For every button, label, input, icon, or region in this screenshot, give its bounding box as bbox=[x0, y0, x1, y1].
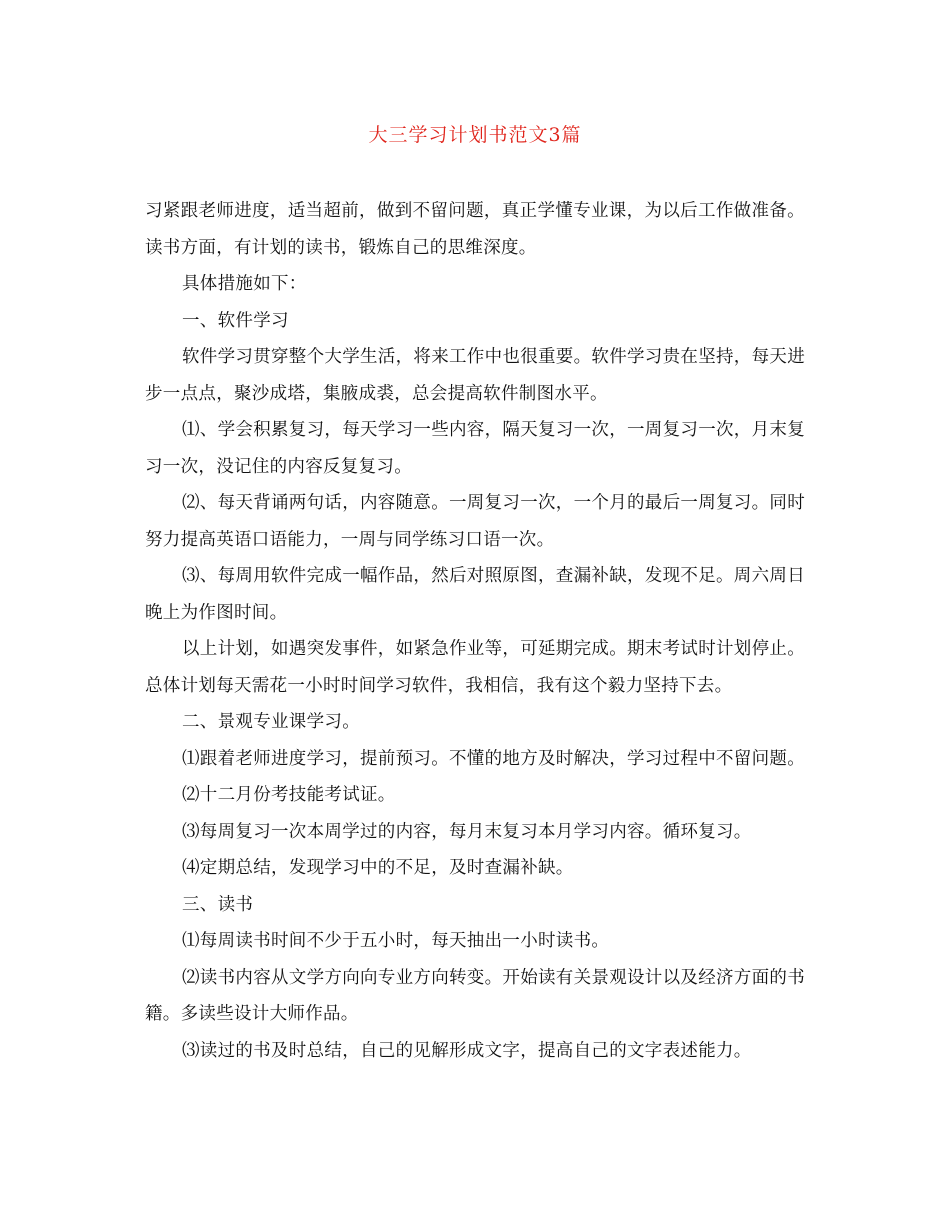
document-title: 大三学习计划书范文3篇 bbox=[368, 124, 582, 146]
list-item: ⑶每周复习一次本周学过的内容，每月末复习本月学习内容。循环复习。 bbox=[182, 821, 752, 842]
list-item: ⑵、每天背诵两句话，内容随意。一周复习一次，一个月的最后一周复习。同时努力提高英语口语能力，一周与同学练习口语一次。 bbox=[145, 493, 805, 550]
section-heading: 三、读书 bbox=[182, 894, 254, 915]
list-item: ⑵十二月份考技能考试证。 bbox=[182, 785, 396, 805]
section-heading: 一、软件学习 bbox=[182, 310, 289, 331]
list-item: ⑶、每周用软件完成一幅作品，然后对照原图，查漏补缺，发现不足。周六周日晚上为作图时间。 bbox=[145, 566, 805, 623]
paragraph: 习紧跟老师进度，适当超前，做到不留问题，真正学懂专业课，为以后工作做准备。读书方面，有计划的读书，锻炼自己的思维深度。 bbox=[145, 201, 805, 258]
document-body bbox=[145, 193, 805, 1069]
paragraph: 软件学习贯穿整个大学生活，将来工作中也很重要。软件学习贵在坚持，每天进步一点点，聚沙成塔，集腋成裘，总会提高软件制图水平。 bbox=[145, 347, 805, 404]
list-item: ⑴跟着老师进度学习，提前预习。不懂的地方及时解决，学习过程中不留问题。 bbox=[182, 748, 805, 769]
list-item: ⑵读书内容从文学方向向专业方向转变。开始读有关景观设计以及经济方面的书籍。多读些设计大师作品。 bbox=[145, 967, 805, 1024]
list-item: ⑴、学会积累复习，每天学习一些内容，隔天复习一次，一周复习一次，月末复习一次，没记住的内容反复复习。 bbox=[145, 420, 805, 477]
paragraph: 具体措施如下： bbox=[182, 274, 307, 294]
section-heading: 二、景观专业课学习。 bbox=[182, 712, 360, 732]
paragraph: 以上计划，如遇突发事件，如紧急作业等，可延期完成。期末考试时计划停止。总体计划每天需花一小时时间学习软件，我相信，我有这个毅力坚持下去。 bbox=[145, 639, 805, 696]
list-item: ⑶读过的书及时总结，自己的见解形成文字，提高自己的文字表述能力。 bbox=[182, 1040, 752, 1061]
list-item: ⑴每周读书时间不少于五小时，每天抽出一小时读书。 bbox=[182, 931, 610, 951]
list-item: ⑷定期总结，发现学习中的不足，及时查漏补缺。 bbox=[182, 858, 574, 878]
